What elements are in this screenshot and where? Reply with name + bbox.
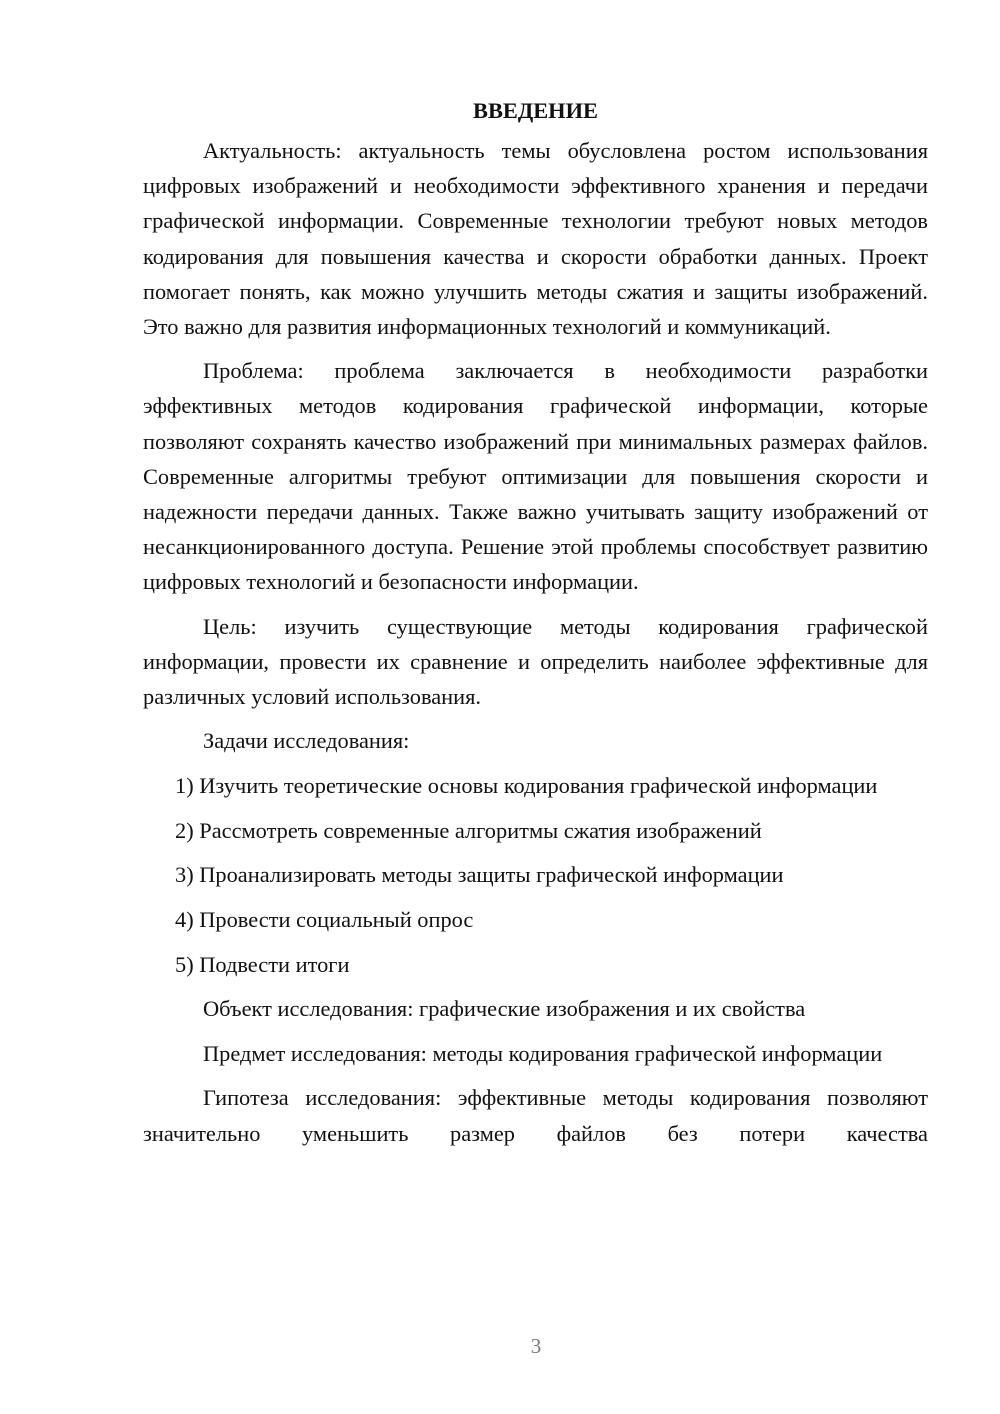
paragraph-hypothesis: Гипотеза исследования: эффективные методы кодирования позволяют значительно уменьшить размер файлов без потери качества — [143, 1085, 928, 1146]
task-item-1: 1) Изучить теоретические основы кодирования графической информации — [175, 772, 878, 798]
paragraph-goal: Цель: изучить существующие методы кодирования графической информации, провести их сравнение и определить наиболее эффективные для различных условий использования. — [143, 613, 928, 710]
section-title: ВВЕДЕНИЕ — [473, 98, 598, 123]
page-content — [143, 93, 928, 1160]
task-item-5: 5) Подвести итоги — [175, 951, 350, 977]
task-item-2: 2) Рассмотреть современные алгоритмы сжатия изображений — [175, 817, 762, 843]
paragraph-problem: Проблема: проблема заключается в необходимости разработки эффективных методов кодирования графической информации, которые позволяют сохранять качество изображений при минимальных размерах файлов. Современные алгоритмы требуют оптимизации для повышения скорости и надежности передачи данных. Также важно учитывать защиту изображений от несанкционированного доступа. Решение этой проблемы способствует развитию цифровых технологий и безопасности информации. — [143, 358, 928, 595]
paragraph-subject: Предмет исследования: методы кодирования графической информации — [203, 1041, 883, 1067]
paragraph-object: Объект исследования: графические изображения и их свойства — [203, 996, 806, 1022]
page-number: 3 — [530, 1334, 542, 1358]
task-item-4: 4) Провести социальный опрос — [175, 907, 474, 933]
task-item-3: 3) Проанализировать методы защиты графической информации — [175, 862, 784, 888]
paragraph-relevance: Актуальность: актуальность темы обусловлена ростом использования цифровых изображений и необходимости эффективного хранения и передачи графической информации. Современные технологии требуют новых методов кодирования для повышения качества и скорости обработки данных. Проект помогает понять, как можно улучшить методы сжатия и защиты изображений. Это важно для развития информационных технологий и коммуникаций. — [143, 138, 928, 340]
tasks-heading: Задачи исследования: — [203, 728, 410, 754]
